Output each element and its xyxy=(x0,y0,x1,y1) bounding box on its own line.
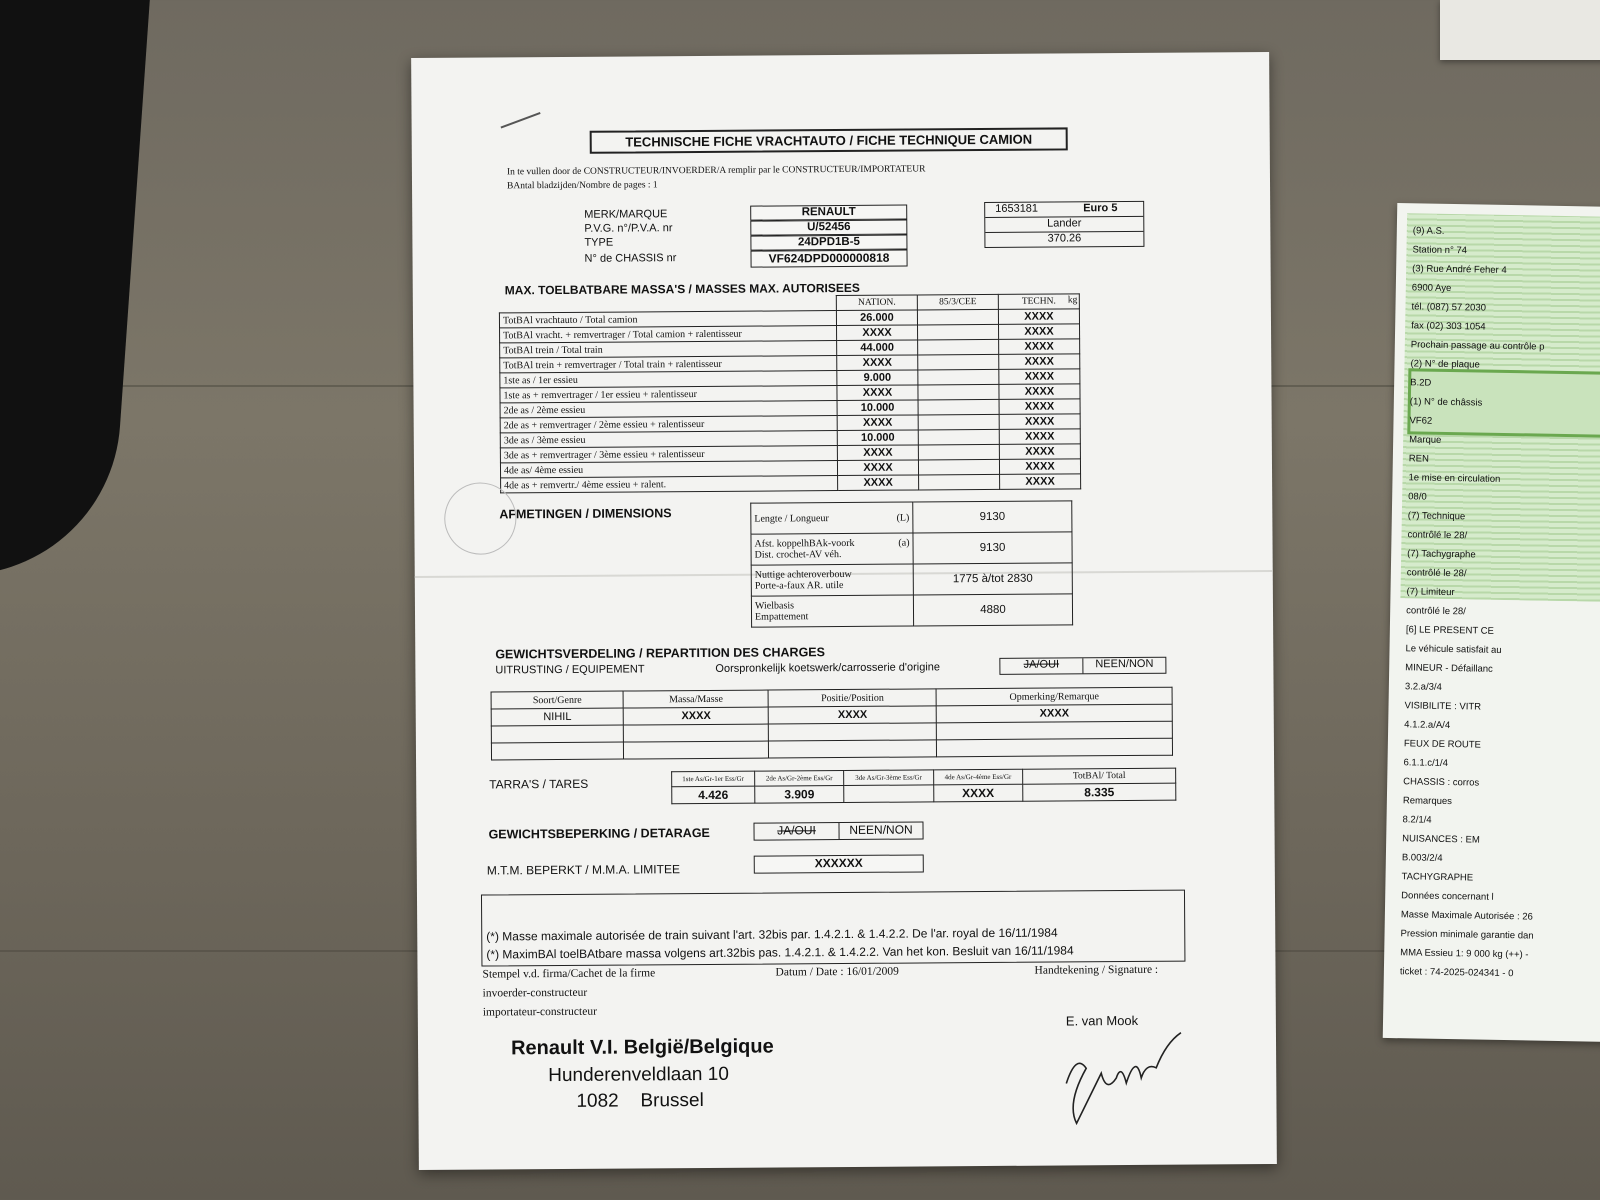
mass-label: 4de as/ 4ème essieu xyxy=(500,461,837,478)
mass-techn: XXXX xyxy=(999,354,1080,370)
dimension-row xyxy=(751,532,1072,565)
tares-table xyxy=(671,768,1176,805)
certificate-line: 4.1.2.a/A/4 xyxy=(1404,719,1451,732)
col-genre: Soort/Genre xyxy=(491,691,623,709)
certificate-line: FEUX DE ROUTE xyxy=(1403,738,1482,751)
mass-techn: XXXX xyxy=(998,309,1079,325)
certificate-line: (7) Technique xyxy=(1407,510,1466,523)
certificate-line: VF62 xyxy=(1409,415,1433,427)
certificate-text xyxy=(1399,221,1600,1025)
certificate-line: B.003/2/4 xyxy=(1401,852,1443,864)
note-line-2: (*) MaximBAl toelBAtbare massa volgens art.32bis pas. 1.4.2.1. & 1.4.2.2. Van het kon. Besluit van 16/11/1984 xyxy=(486,943,1074,962)
mass-unit: kg xyxy=(1067,295,1078,306)
certificate-line: Masse Maximale Autorisée : 26 xyxy=(1400,909,1533,923)
tare-total: 8.335 xyxy=(1023,783,1176,801)
mass-cee xyxy=(919,474,1000,490)
mass-cee xyxy=(917,309,998,325)
type-label: TYPE xyxy=(584,236,614,249)
tare-col-3: 3de As/Gr-3ème Ess/Gr xyxy=(844,770,933,786)
certificate-line: (7) Tachygraphe xyxy=(1407,548,1476,561)
certificate-line: (9) A.S. xyxy=(1412,225,1445,237)
distribution-heading: GEWICHTSVERDELING / REPARTITION DES CHARGES xyxy=(495,645,825,662)
limitation-heading: GEWICHTSBEPERKING / DETARAGE xyxy=(488,825,710,842)
dimension-label xyxy=(751,533,913,565)
signature-label: Handtekening / Signature : xyxy=(1034,963,1159,977)
dimension-code: (a) xyxy=(898,537,910,549)
dark-object-corner xyxy=(0,0,151,586)
dimension-row xyxy=(751,563,1072,596)
merk-value: RENAULT xyxy=(750,205,907,221)
certificate-line: tél. (087) 57 2030 xyxy=(1411,301,1487,314)
mass-label: 3de as / 3ème essieu xyxy=(500,431,837,448)
certificate-line: Données concernant l xyxy=(1401,890,1494,903)
certificate-line: 3.2.a/3/4 xyxy=(1404,681,1442,693)
mass-nation: 44.000 xyxy=(837,340,918,356)
company-city: Brussel xyxy=(640,1089,704,1112)
certificate-line: [6] LE PRESENT CE xyxy=(1405,624,1494,637)
variant-value: 370.26 xyxy=(1047,232,1082,245)
certificate-line: (2) N° de plaque xyxy=(1410,358,1480,371)
dimension-value: 9130 xyxy=(913,532,1072,564)
col-techn: TECHN. xyxy=(998,294,1079,310)
certificate-line: contrôlé le 28/ xyxy=(1406,567,1467,580)
mass-nation: XXXX xyxy=(837,460,918,476)
notes-box xyxy=(481,890,1185,967)
masses-table xyxy=(499,293,1081,493)
certificate-line: MMA Essieu 1: 9 000 kg (++) - xyxy=(1400,947,1529,961)
stamp-sub-1: invoerder-constructeur xyxy=(482,986,588,1000)
mass-cee xyxy=(918,429,999,445)
certificate-line: 1e mise en circulation xyxy=(1408,472,1501,485)
certificate-line: Marque xyxy=(1409,434,1442,446)
mass-techn: XXXX xyxy=(999,399,1080,415)
mass-cee xyxy=(918,399,999,415)
certificate-line: CHASSIS : corros xyxy=(1403,776,1480,789)
tare-col-2: 2de As/Gr-2ème Ess/Gr xyxy=(754,771,843,787)
pvg-label: P.V.G. n°/P.V.A. nr xyxy=(584,222,673,235)
stamp-sub-2: importateur-constructeur xyxy=(482,1005,597,1019)
mass-label: 1ste as / 1er essieu xyxy=(500,371,837,388)
mass-nation: XXXX xyxy=(837,445,918,461)
position-cell: XXXX xyxy=(769,706,937,724)
merk-label: MERK/MARQUE xyxy=(584,208,668,221)
mass-label: 2de as / 2ème essieu xyxy=(500,401,837,418)
limitation-neen: NEEN/NON xyxy=(849,822,913,837)
limitation-choice xyxy=(753,821,923,840)
certificate-line: TACHYGRAPHE xyxy=(1401,871,1474,884)
mtm-label: M.T.M. BEPERKT / M.M.A. LIMITEE xyxy=(486,862,680,878)
dimension-row xyxy=(751,501,1072,534)
certificate-line: 08/0 xyxy=(1408,491,1427,503)
certificate-line: REN xyxy=(1408,453,1429,465)
equipment-choice xyxy=(999,657,1166,675)
mass-techn: XXXX xyxy=(1000,474,1081,490)
tares-label: TARRA'S / TARES xyxy=(489,776,589,792)
dimension-label-1: Nuttige achteroverbouw xyxy=(754,568,852,581)
code-value: 1653181 xyxy=(995,202,1039,215)
euro-value: Euro 5 xyxy=(1083,202,1118,215)
note-line-1: (*) Masse maximale autorisée de train suivant l'art. 32bis par. 1.4.2.1. & 1.4.2.2. De l'ar. royal de 16/11/1984 xyxy=(486,925,1058,944)
certificate-line: contrôlé le 28/ xyxy=(1406,605,1466,618)
dimension-label-1: Lengte / Longueur xyxy=(754,512,829,525)
tare-axle-2: 3.909 xyxy=(755,786,844,804)
certificate-line: 8.2/1/4 xyxy=(1402,814,1432,826)
remarque-cell: XXXX xyxy=(936,704,1172,723)
chassis-value: VF624DPD000000818 xyxy=(750,250,907,268)
mass-label: TotBAl trein + remvertrager / Total train + ralentisseur xyxy=(500,356,837,373)
certificate-line: Le véhicule satisfait au xyxy=(1405,643,1502,656)
mass-nation: XXXX xyxy=(837,325,918,341)
certificate-line: contrôlé le 28/ xyxy=(1407,529,1468,542)
dimension-label xyxy=(751,595,913,627)
tare-axle-3 xyxy=(844,785,933,803)
col-masse: Massa/Masse xyxy=(623,690,768,708)
mass-nation: XXXX xyxy=(837,415,918,431)
staple-mark xyxy=(501,112,541,129)
company-name: Renault V.I. België/Belgique xyxy=(510,1035,774,1060)
dimension-label-1: Afst. koppelhBAk-voork xyxy=(754,537,855,550)
limitation-ja: JA/OUI xyxy=(754,823,839,840)
mass-techn: XXXX xyxy=(999,429,1080,445)
mass-cee xyxy=(918,444,999,460)
type-value: 24DPD1B-5 xyxy=(750,235,907,251)
sheet-title: TECHNISCHE FICHE VRACHTAUTO / FICHE TECHNIQUE CAMION xyxy=(590,127,1068,153)
dimensions-heading: AFMETINGEN / DIMENSIONS xyxy=(499,506,672,522)
mass-techn: XXXX xyxy=(999,459,1080,475)
dimension-label-2: Empattement xyxy=(755,611,809,623)
tare-col-1: 1ste As/Gr-1er Ess/Gr xyxy=(672,771,755,787)
pages-line: BAntal bladzijden/Nombre de pages : 1 xyxy=(506,180,658,192)
mass-nation: XXXX xyxy=(838,475,919,491)
mass-label: TotBAl trein / Total train xyxy=(500,341,837,358)
inspection-certificate xyxy=(1383,203,1600,1042)
tare-axle-4: XXXX xyxy=(933,784,1023,802)
certificate-line: (3) Rue André Feher 4 xyxy=(1412,263,1507,276)
mass-techn: XXXX xyxy=(999,414,1080,430)
dimension-label-2: Porte-a-faux AR. utile xyxy=(754,580,844,592)
date-field: Datum / Date : 16/01/2009 xyxy=(775,965,899,979)
mass-label: 1ste as + remvertrager / 1er essieu + ralentisseur xyxy=(500,386,837,403)
certificate-line: (7) Limiteur xyxy=(1406,586,1455,599)
company-postcode: 1082 xyxy=(576,1090,619,1112)
signer-name: E. van Mook xyxy=(1065,1012,1139,1029)
certificate-line: NUISANCES : EM xyxy=(1402,833,1480,846)
dimension-value: 9130 xyxy=(913,501,1072,533)
handwritten-signature xyxy=(1046,1023,1197,1134)
genre-cell: NIHIL xyxy=(491,708,623,726)
col-position: Positie/Position xyxy=(768,689,936,707)
mass-nation: 10.000 xyxy=(837,400,918,416)
tare-axle-1: 4.426 xyxy=(672,786,755,804)
table-row xyxy=(491,738,1172,760)
mass-cee xyxy=(918,459,999,475)
col-remarque: Opmerking/Remarque xyxy=(936,687,1172,706)
mass-nation: 26.000 xyxy=(836,310,917,326)
dimension-code: (L) xyxy=(896,512,910,524)
mass-cee xyxy=(918,339,999,355)
mass-label: 2de as + remvertrager / 2ème essieu + ralentisseur xyxy=(500,416,837,433)
dimension-label xyxy=(751,502,913,534)
mass-cee xyxy=(918,354,999,370)
certificate-line: 6.1.1.c/1/4 xyxy=(1403,757,1449,770)
certificate-line: MINEUR - Défaillanc xyxy=(1405,662,1493,675)
mass-techn: XXXX xyxy=(999,384,1080,400)
mass-techn: XXXX xyxy=(999,444,1080,460)
masse-cell: XXXX xyxy=(624,707,769,725)
equipment-neen: NEEN/NON xyxy=(1095,657,1154,671)
tare-col-4: 4de As/Gr-4ème Ess/Gr xyxy=(933,769,1023,785)
intro-line: In te vullen door de CONSTRUCTEUR/INVOERDER/A remplir par le CONSTRUCTEUR/IMPORTATEUR xyxy=(506,164,926,178)
model-box xyxy=(984,201,1144,248)
col-cee: 85/3/CEE xyxy=(917,294,998,310)
mass-nation: XXXX xyxy=(837,355,918,371)
dimension-label-1: Wielbasis xyxy=(754,600,795,612)
dimension-label-2: Dist. crochet-AV véh. xyxy=(754,549,842,561)
certificate-line: Station n° 74 xyxy=(1412,244,1468,257)
model-value: Lander xyxy=(985,217,1143,233)
mass-label: TotBAl vracht. + remvertrager / Total camion + ralentisseur xyxy=(500,326,837,343)
equipment-text: Oorspronkelijk koetswerk/carrosserie d'origine xyxy=(715,661,941,675)
certificate-line: 6900 Aye xyxy=(1411,282,1452,295)
certificate-line: VISIBILITE : VITR xyxy=(1404,700,1482,713)
certificate-line: Remarques xyxy=(1402,795,1453,808)
certificate-line: (1) N° de châssis xyxy=(1409,396,1483,409)
mass-techn: XXXX xyxy=(999,339,1080,355)
dimension-value: 4880 xyxy=(913,594,1072,626)
chassis-label: N° de CHASSIS nr xyxy=(584,252,677,265)
company-street: Hunderenveldlaan 10 xyxy=(548,1063,729,1087)
equipment-label: UITRUSTING / EQUIPEMENT xyxy=(495,663,645,677)
masses-heading: MAX. TOELBATBARE MASSA'S / MASSES MAX. AUTORISEES xyxy=(504,280,860,298)
mass-nation: 10.000 xyxy=(837,430,918,446)
mass-techn: XXXX xyxy=(999,369,1080,385)
stamp-label: Stempel v.d. firma/Cachet de la firme xyxy=(482,967,656,981)
mass-cee xyxy=(918,414,999,430)
col-nation: NATION. xyxy=(836,295,917,311)
certificate-line: ticket : 74-2025-024341 - 0 xyxy=(1399,966,1514,980)
dimension-label xyxy=(751,564,913,596)
mass-nation: XXXX xyxy=(837,385,918,401)
mass-label: 3de as + remvertrager / 3ème essieu + ralentisseur xyxy=(500,446,837,463)
paper-card-top-right xyxy=(1440,0,1600,60)
pvg-value: U/52456 xyxy=(750,220,907,236)
mass-row xyxy=(501,474,1081,493)
certificate-line: Pression minimale garantie dan xyxy=(1400,928,1534,942)
mass-label: 4de as + remvertr./ 4ème essieu + ralent. xyxy=(501,476,838,493)
equipment-ja: JA/OUI xyxy=(1000,658,1083,674)
mass-cee xyxy=(918,369,999,385)
dimension-value: 1775 à/tot 2830 xyxy=(913,563,1072,595)
certificate-line: Prochain passage au contrôle p xyxy=(1410,339,1545,353)
dimension-row xyxy=(751,594,1072,627)
distribution-table xyxy=(491,687,1173,761)
certificate-line: fax (02) 303 1054 xyxy=(1411,320,1486,333)
tare-col-total: TotBAl/ Total xyxy=(1023,768,1176,784)
mass-cee xyxy=(918,324,999,340)
mass-label: TotBAl vrachtauto / Total camion xyxy=(499,311,836,328)
certificate-line: B.2D xyxy=(1410,377,1432,389)
mass-nation: 9.000 xyxy=(837,370,918,386)
mass-techn: XXXX xyxy=(999,324,1080,340)
dimensions-table xyxy=(750,500,1073,627)
technical-sheet xyxy=(411,52,1277,1170)
mtm-value: XXXXXX xyxy=(754,854,924,873)
mass-cee xyxy=(918,384,999,400)
